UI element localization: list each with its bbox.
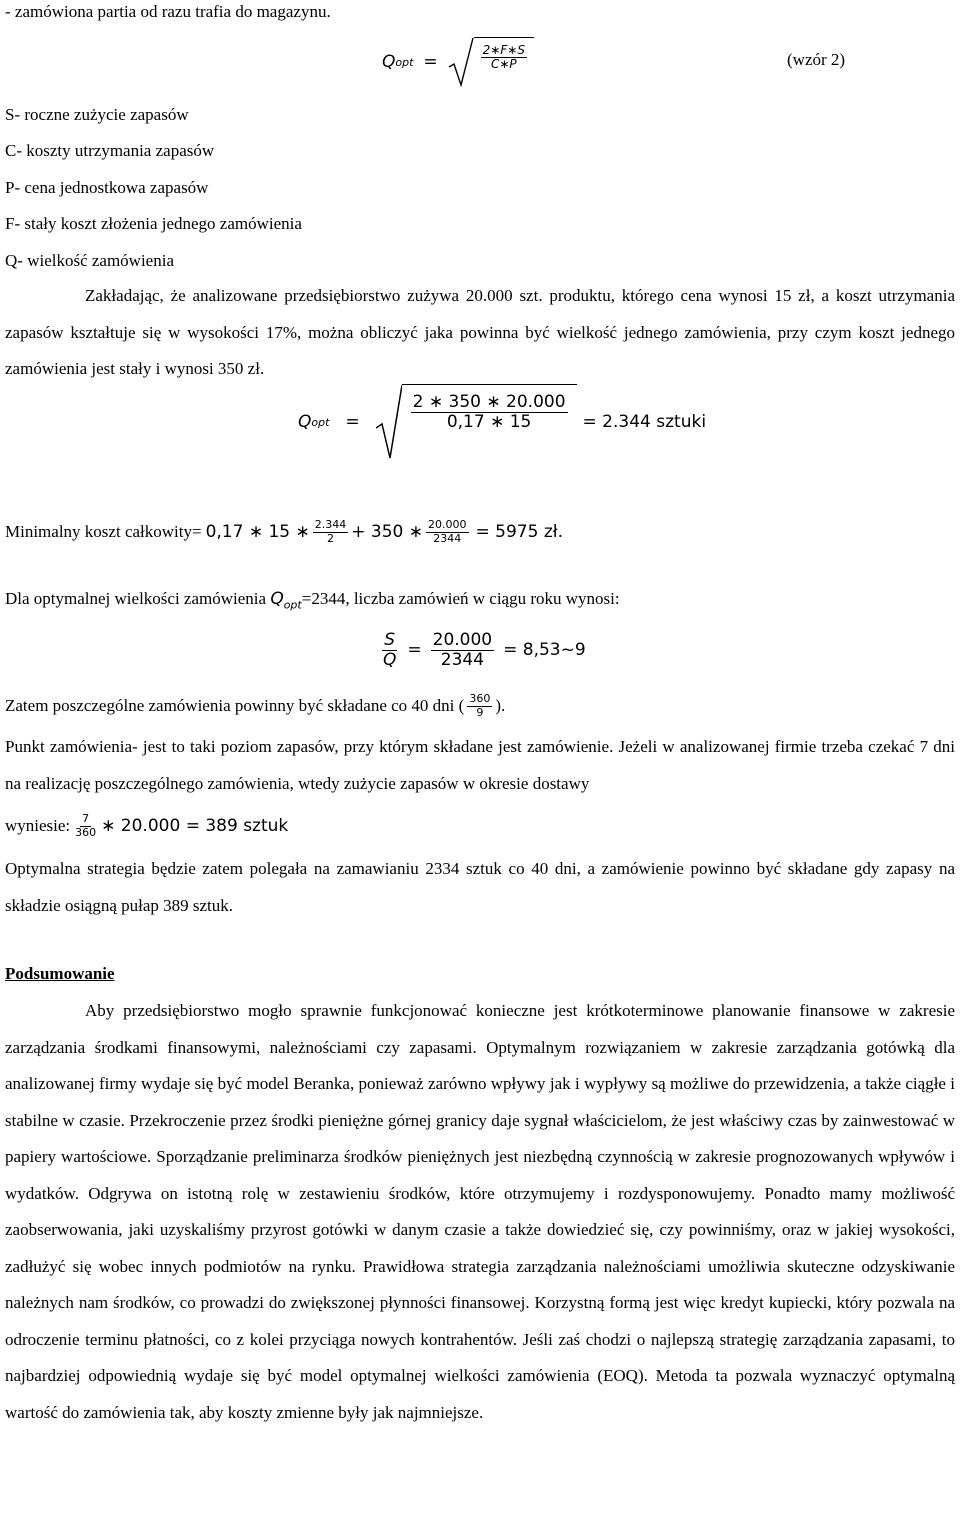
formula2-den: 0,17 ∗ 15 (446, 411, 532, 432)
interval-line (5, 686, 505, 726)
formula3-eq: = (407, 640, 422, 660)
formula-eoq (382, 34, 534, 90)
sqrt-symbol (376, 384, 402, 460)
formula-eoq-eq: = (423, 52, 438, 72)
orders-sub: opt (283, 598, 302, 612)
reorder-text: Punkt zamówienia- jest to taki poziom zapasów, przy którym składane jest zamówienie. Jeżeli w analizowanej firmie trzeba czekać 7 dni na realizację poszczególnego zamówienia, wtedy zużycie zapasów w okresie dostawy (5, 737, 955, 793)
orders-q: Q (270, 589, 284, 609)
intro-line: - zamówiona partia od razu trafia do magazynu. (5, 2, 331, 21)
legend-item: P- cena jednostkowa zapasów (5, 177, 209, 197)
legend-item: F- stały koszt złożenia jednego zamówienia (5, 214, 302, 234)
min-cost-line (5, 510, 563, 554)
min-cost-fraction2 (426, 519, 469, 544)
sqrt-symbol (448, 37, 474, 87)
assumption-paragraph (5, 278, 955, 388)
strategy-text: Optymalna strategia będzie zatem polegała na zamawianiu 2334 sztuk co 40 dni, a zamówienie powinno być składane gdy zapasy na składzie osiągną pułap 389 sztuk. (5, 859, 955, 915)
assumption-text: Zakładając, że analizowane przedsiębiorstwo zużywa 20.000 szt. produktu, którego cena wynosi 15 zł, a koszt utrzymania zapasów kształtuje się w wysokości 17%, można obliczyć jaka powinna być wielkość jednego zamówienia, przy czym koszt jednego zamówienia jest stały i wynosi 350 zł. (5, 286, 955, 378)
formula2-result: = 2.344 sztuki (582, 412, 707, 432)
min-cost-fraction1 (313, 519, 349, 544)
interval-after: ). (495, 696, 506, 715)
min-cost-part1: 0,17 ∗ 15 ∗ (205, 522, 310, 542)
reorder-paragraph (5, 729, 955, 802)
min-cost-frac2-num: 20.000 (428, 518, 467, 532)
min-cost-frac2-den: 2344 (433, 531, 462, 545)
formula-label: (wzór 2) (787, 50, 846, 69)
orders-before: Dla optymalnej wielkości zamówienia (5, 589, 267, 608)
formula3-frac1 (381, 631, 398, 669)
legend-item: C- koszty utrzymania zapasów (5, 141, 215, 161)
formula3-num2: 20.000 (432, 629, 493, 650)
strategy-paragraph (5, 851, 955, 924)
reorder-label: wyniesie: (5, 816, 71, 835)
formula3-den1: Q (383, 649, 397, 670)
summary-text: Aby przedsiębiorstwo mogło sprawnie funkcjonować konieczne jest krótkoterminowe planowanie finansowe w zakresie zarządzania środkami finansowymi, należnościami czy zapasami. Optymalnym rozwiązaniem w zakresie zarządzania gotówką dla analizowanej firmy wydaje się być model Beranka, ponieważ zarówno wpływy jak i wypływy są możliwe do przewidzenia, a także ciągłe i stabilne w czasie. Przekroczenie przez środki pieniężne górnej granicy daje sygnał właścicielom, że jest właściwy czas by zainwestować w papiery wartościowe. Sporządzanie preliminarza środków pieniężnych jest niezbędną czynnością w zakresie prognozowanych wpływów i wydatków. Odgrywa on istotną rolę w zestawieniu środków, które otrzymujemy i rozdysponowujemy. Ponadto mamy możliwość zaobserwowania, jaki uzyskaliśmy przyrost gotówki w danym czasie a także dowiedzieć się, czy powinniśmy, oraz w jakiej wysokości, zadłużyć się wobec innych podmiotów na rynku. Prawidłowa strategia zarządzania należnościami umożliwia skuteczne odzyskiwanie należnych nam środków, co prowadzi do zwiększonej płynności finansowej. Korzystną formą jest więc kredyt kupiecki, który pozwala na odroczenie terminu płatności, co z kolei przyciąga nowych kontrahentów. Jeśli zaś chodzi o najlepszą strategię zarządzania zapasami, to najbardziej odpowiednią wydaje się być model optymalnej wielkości zamówienia (EOQ). Metoda ta pozwala wyznaczyć optymalną wartość do zamówienia tak, aby koszty zmienne były jak najmniejsze. (5, 1001, 955, 1422)
formula-eoq-sub: opt (395, 55, 414, 69)
formula3-den2: 2344 (440, 649, 485, 670)
formula-eoq-sqrt (448, 37, 534, 87)
formula3-num1: S (384, 629, 396, 650)
legend-item: S- roczne zużycie zapasów (5, 105, 189, 124)
formula2-q: Q (298, 412, 312, 432)
formula2-num: 2 ∗ 350 ∗ 20.000 (412, 392, 566, 412)
interval-den: 9 (476, 705, 484, 719)
min-cost-label: Minimalny koszt całkowity= (5, 522, 202, 541)
orders-after: =2344, liczba zamówień w ciągu roku wynosi: (301, 589, 620, 608)
formula-qopt-calc (298, 382, 706, 462)
formula-eoq-q: Q (382, 52, 396, 72)
formula-order-count (378, 622, 586, 678)
formula3-frac2 (431, 631, 494, 669)
reorder-num: 7 (82, 812, 90, 826)
interval-num: 360 (469, 692, 491, 706)
formula-eoq-num: 2∗F∗S (482, 43, 525, 57)
formula2-sub: opt (311, 415, 330, 429)
reorder-fraction (73, 813, 98, 838)
variable-legend (5, 97, 302, 279)
reorder-den: 360 (75, 825, 97, 839)
summary-heading: Podsumowanie (5, 964, 115, 983)
legend-item: Q- wielkość zamówienia (5, 250, 174, 270)
interval-fraction (467, 693, 492, 718)
reorder-formula-line (5, 806, 288, 846)
min-cost-result: = 5975 zł. (475, 522, 563, 542)
reorder-rest: ∗ 20.000 = 389 sztuk (101, 816, 289, 836)
formula2-sqrt (376, 384, 577, 460)
formula-eoq-fraction (481, 44, 527, 71)
formula3-result: = 8,53~9 (503, 640, 586, 660)
min-cost-part2: + 350 ∗ (351, 522, 423, 542)
formula2-fraction (411, 393, 568, 431)
min-cost-frac1-den: 2 (327, 531, 334, 545)
interval-before: Zatem poszczególne zamówienia powinny być składane co 40 dni ( (5, 696, 465, 715)
orders-line (5, 584, 620, 620)
summary-paragraph (5, 993, 955, 1431)
formula2-eq: = (345, 412, 360, 432)
min-cost-frac1-num: 2.344 (314, 518, 347, 532)
formula-eoq-den: C∗P (490, 57, 517, 72)
